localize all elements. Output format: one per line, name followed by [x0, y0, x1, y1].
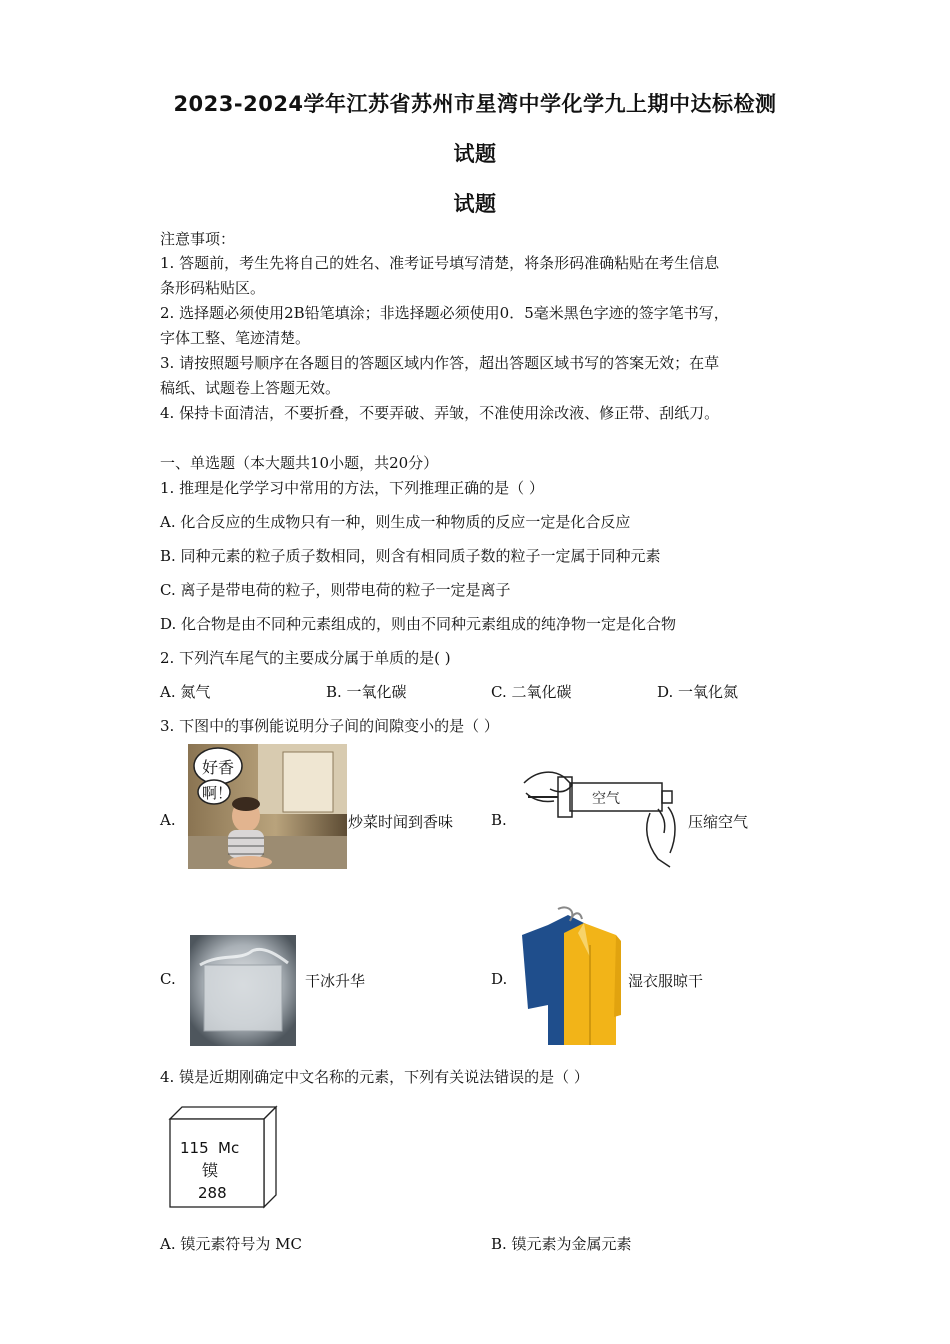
- section-heading: 一、单选题（本大题共10小题，共20分）: [160, 454, 439, 472]
- q3-option-b-label: B.: [491, 811, 507, 829]
- element-number: 115: [180, 1139, 209, 1157]
- notice-heading: 注意事项：: [160, 230, 236, 248]
- q3-option-c-label: C.: [160, 970, 176, 988]
- notice-line: 2. 选择题必须使用2B铅笔填涂；非选择题必须使用0．5毫米黑色字迹的签字笔书写，: [160, 304, 729, 322]
- notice-line: 条形码粘贴区。: [160, 279, 266, 297]
- q3-option-a-text: 炒菜时闻到香味: [348, 813, 454, 831]
- q1-option-c: C. 离子是带电荷的粒子，则带电荷的粒子一定是离子: [160, 581, 511, 599]
- syringe-air-label: 空气: [592, 791, 620, 807]
- element-symbol: Mc: [218, 1139, 240, 1157]
- q2-option-b: B. 一氧化碳: [326, 683, 407, 701]
- q2-option-d: D. 一氧化氮: [657, 683, 739, 701]
- baby-smelling-photo: [188, 744, 347, 869]
- syringe-compress-figure: [518, 763, 680, 869]
- q3-option-d-label: D.: [491, 970, 508, 988]
- q1-option-b: B. 同种元素的粒子质子数相同，则含有相同质子数的粒子一定属于同种元素: [160, 547, 661, 565]
- wet-clothes-photo: [518, 905, 621, 1046]
- q4-stem: 4. 镆是近期刚确定中文名称的元素，下列有关说法错误的是（ ）: [160, 1068, 589, 1086]
- element-name: 镆: [202, 1161, 219, 1180]
- q3-option-a-label: A.: [160, 811, 176, 829]
- q4-option-a: A. 镆元素符号为 MC: [160, 1235, 302, 1253]
- q3-stem: 3. 下图中的事例能说明分子间的间隙变小的是（ ）: [160, 717, 499, 735]
- notice-line: 3. 请按照题号顺序在各题目的答题区域内作答，超出答题区域书写的答案无效；在草: [160, 354, 720, 372]
- q2-option-c: C. 二氧化碳: [491, 683, 572, 701]
- q1-option-a: A. 化合反应的生成物只有一种，则生成一种物质的反应一定是化合反应: [160, 513, 631, 531]
- notice-line: 1. 答题前，考生先将自己的姓名、准考证号填写清楚，将条形码准确粘贴在考生信息: [160, 254, 720, 272]
- dry-ice-photo: [190, 935, 296, 1046]
- q3-option-c-text: 干冰升华: [305, 972, 366, 990]
- q1-stem: 1. 推理是化学学习中常用的方法，下列推理正确的是（ ）: [160, 479, 544, 497]
- notice-line: 4. 保持卡面清洁，不要折叠，不要弄破、弄皱，不准使用涂改液、修正带、刮纸刀。: [160, 404, 720, 422]
- speech-bubble-text: 好香: [202, 758, 235, 777]
- q1-option-d: D. 化合物是由不同种元素组成的，则由不同种元素组成的纯净物一定是化合物: [160, 615, 677, 633]
- exam-subtitle: 试题: [453, 192, 497, 216]
- notice-line: 稿纸、试题卷上答题无效。: [160, 379, 341, 397]
- q2-option-a: A. 氮气: [160, 683, 211, 701]
- q3-option-d-text: 湿衣服晾干: [628, 972, 704, 990]
- notice-line: 字体工整、笔迹清楚。: [160, 329, 311, 347]
- element-card-mc: [168, 1105, 278, 1209]
- q2-stem: 2. 下列汽车尾气的主要成分属于单质的是( ): [160, 649, 451, 667]
- speech-bubble-text-2: 啊！: [202, 784, 233, 802]
- exam-title-line2: 试题: [453, 142, 497, 166]
- element-mass: 288: [198, 1184, 227, 1202]
- q3-option-b-text: 压缩空气: [688, 813, 749, 831]
- exam-title: 2023-2024学年江苏省苏州市星湾中学化学九上期中达标检测: [173, 92, 777, 116]
- q4-option-b: B. 镆元素为金属元素: [491, 1235, 632, 1253]
